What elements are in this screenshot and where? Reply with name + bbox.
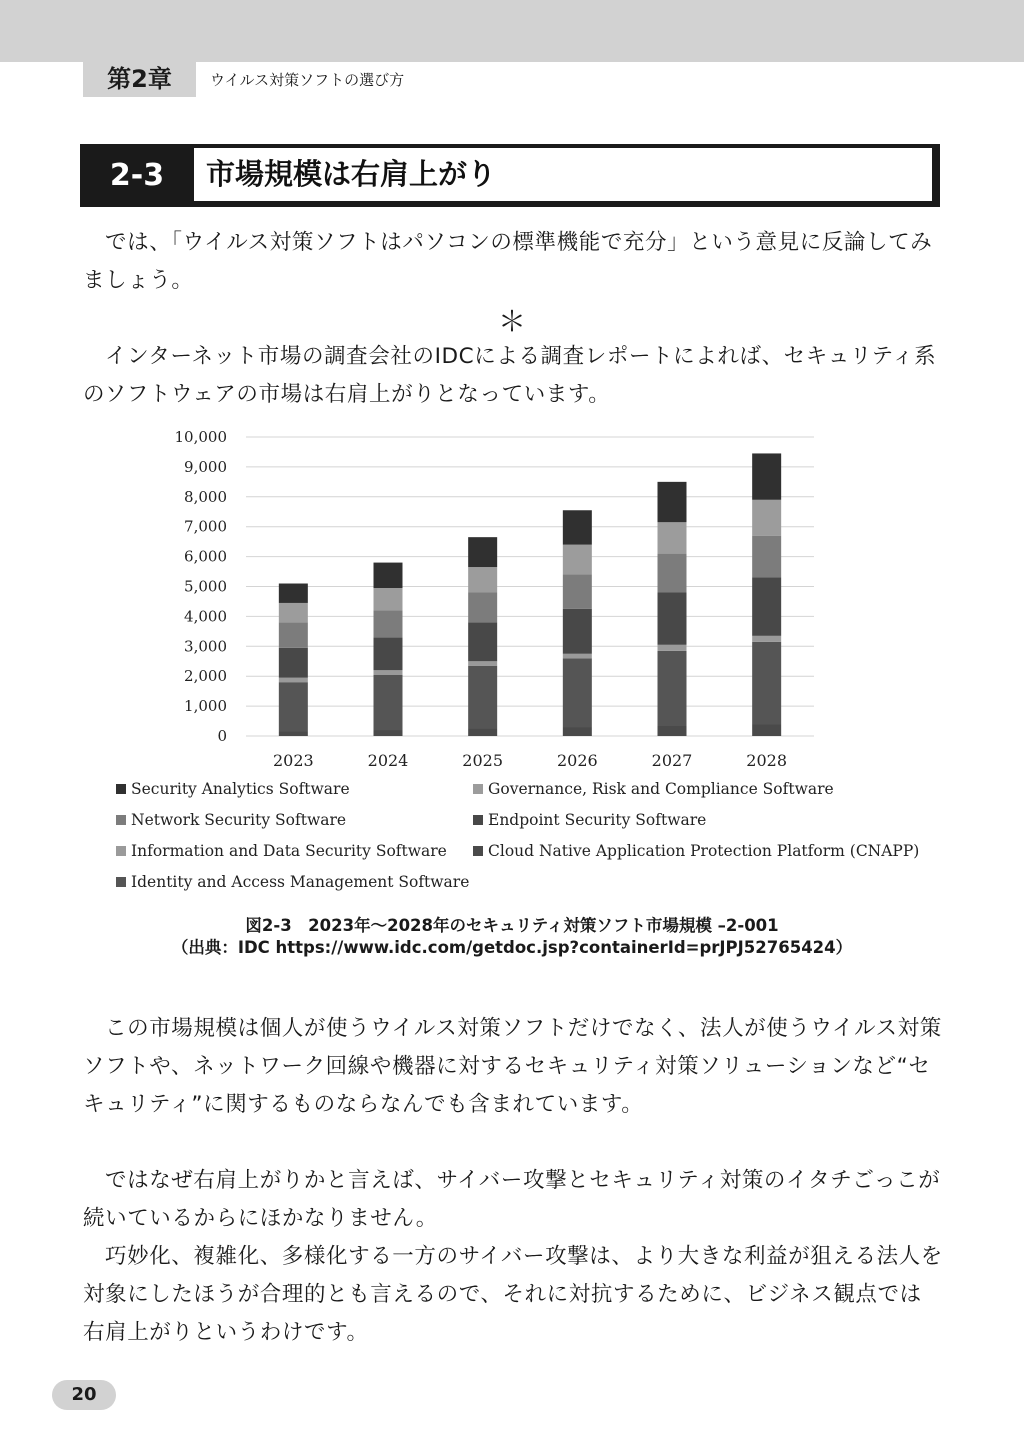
x-tick-label: 2026 (556, 751, 598, 770)
y-tick-label: 10,000 (174, 428, 227, 446)
section-heading (80, 144, 940, 207)
bar-segment (279, 678, 308, 682)
separator-asterisk: ＊ (498, 305, 527, 338)
legend-label: Identity and Access Management Software (131, 873, 470, 891)
bar-segment (658, 651, 687, 726)
y-tick-label: 2,000 (184, 667, 227, 686)
legend-swatch (473, 846, 483, 856)
bar-segment (279, 682, 308, 731)
legend-label: Security Analytics Software (131, 780, 350, 798)
bar-segment (658, 645, 687, 651)
bar-segment (374, 588, 403, 610)
chapter-title: ウイルス対策ソフトの選び方 (210, 71, 405, 89)
bar-segment (563, 575, 592, 609)
bar-segment (279, 622, 308, 647)
bar-segment (468, 622, 497, 661)
bar-segment (658, 726, 687, 736)
legend-swatch (116, 846, 126, 856)
bar-segment (374, 637, 403, 670)
legend-swatch (473, 784, 483, 794)
legend-swatch (116, 877, 126, 887)
legend-label: Network Security Software (131, 811, 347, 829)
page-number: 20 (52, 1380, 116, 1410)
bar-segment (374, 563, 403, 588)
market-size-chart (0, 420, 1024, 910)
paragraph: 巧妙化、複雑化、多様化する一方のサイバー攻撃は、より大きな利益が狙える法人を対象にしたほうが合理的とも言えるので、それに対抗するために、ビジネス観点では右肩上がりというわけです。 (83, 1244, 943, 1345)
y-tick-label: 0 (217, 727, 227, 745)
chapter-label: 第2章 (83, 62, 196, 97)
bar-segment (374, 730, 403, 736)
legend-label: Endpoint Security Software (488, 811, 707, 829)
bar-segment (752, 453, 781, 499)
bar-segment (752, 578, 781, 636)
section-title: 市場規模は右肩上がり (206, 157, 497, 191)
legend-label: Information and Data Security Software (131, 842, 447, 860)
bar-segment (374, 675, 403, 730)
bar-segment (752, 636, 781, 642)
bar-segment (279, 584, 308, 603)
bar-segment (752, 500, 781, 536)
bar-segment (468, 729, 497, 736)
bar-segment (563, 654, 592, 658)
bar-segment (752, 642, 781, 724)
bar-segment (279, 648, 308, 678)
bar-segment (374, 610, 403, 637)
bar-segment (563, 510, 592, 544)
bar-segment (468, 537, 497, 567)
scope-paragraph (83, 1010, 943, 1124)
bar-segment (563, 658, 592, 727)
bar-segment (658, 592, 687, 644)
y-tick-label: 5,000 (184, 577, 227, 596)
bar-segment (468, 661, 497, 665)
bar-segment (279, 603, 308, 622)
bar-segment (658, 522, 687, 553)
figure-source: （出典：IDC https://www.idc.com/getdoc.jsp?containerId=prJPJ52765424） (171, 938, 853, 957)
figure-caption: 図2-3 2023年〜2028年のセキュリティ対策ソフト市場規模 –2-001 (245, 916, 779, 935)
legend-swatch (473, 815, 483, 825)
x-tick-label: 2028 (746, 751, 788, 770)
bar-segment (468, 592, 497, 622)
legend-label: Governance, Risk and Compliance Software (488, 780, 834, 798)
legend-swatch (116, 784, 126, 794)
bar-segment (563, 727, 592, 736)
x-tick-label: 2025 (462, 751, 504, 770)
bar-segment (279, 732, 308, 736)
paragraph: インターネット市場の調査会社のIDCによる調査レポートによれば、セキュリティ系のソフトウェアの市場は右肩上がりとなっています。 (83, 344, 937, 407)
y-tick-label: 8,000 (184, 487, 227, 506)
paragraph: では、「ウイルス対策ソフトはパソコンの標準機能で充分」という意見に反論してみましょう。 (83, 230, 933, 293)
bar-segment (563, 545, 592, 575)
bar-segment (752, 724, 781, 736)
y-tick-label: 6,000 (184, 547, 227, 566)
legend-swatch (116, 815, 126, 825)
x-tick-label: 2024 (367, 751, 409, 770)
section-number: 2-3 (109, 158, 165, 193)
x-tick-label: 2027 (651, 751, 693, 770)
section-title-box (194, 148, 933, 201)
paragraph: ではなぜ右肩上がりかと言えば、サイバー攻撃とセキュリティ対策のイタチごっこが続いているからにほかなりません。 (83, 1168, 941, 1231)
bar-segment (752, 536, 781, 578)
reason-paragraphs (83, 1162, 943, 1352)
legend-label: Cloud Native Application Protection Platform (CNAPP) (488, 842, 920, 860)
y-tick-label: 9,000 (184, 457, 227, 476)
bar-segment (658, 554, 687, 593)
x-tick-label: 2023 (272, 751, 314, 770)
y-tick-label: 1,000 (184, 697, 227, 716)
y-tick-label: 4,000 (184, 607, 227, 626)
y-tick-label: 7,000 (184, 517, 227, 536)
bar-segment (563, 609, 592, 654)
y-tick-label: 3,000 (184, 637, 227, 656)
bar-segment (468, 666, 497, 729)
bar-segment (374, 670, 403, 674)
bar-segment (658, 482, 687, 522)
intro-paragraph (83, 224, 943, 300)
paragraph: この市場規模は個人が使うウイルス対策ソフトだけでなく、法人が使うウイルス対策ソフトや、ネットワーク回線や機器に対するセキュリティ対策ソリューションなど“セキュリティ”に関するものならなんでも含まれています。 (83, 1016, 942, 1117)
idc-paragraph (83, 338, 943, 414)
bar-segment (468, 567, 497, 592)
header-bar (0, 0, 1024, 62)
